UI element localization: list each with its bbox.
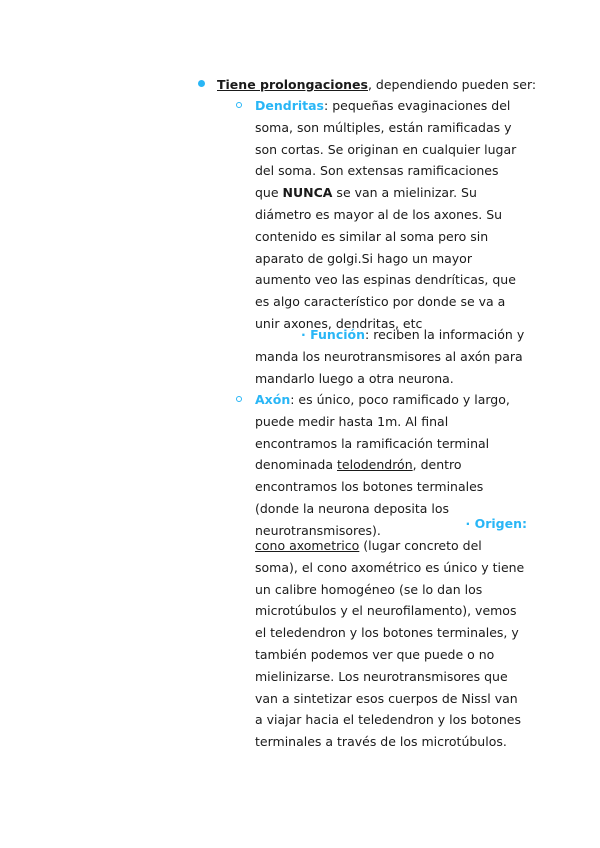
origen-marker: · xyxy=(465,516,475,531)
heading-prolongaciones: Tiene prolongaciones xyxy=(217,77,368,92)
bullet-dot-icon xyxy=(198,80,205,87)
dendritas-text-1: : pequeñas evaginaciones del soma, son múltiples, están ramificadas y son cortas. Se originan en cualquier lugar del soma. Son extensas ramificaciones que xyxy=(255,98,517,201)
hollow-bullet-icon xyxy=(236,102,242,108)
funcion-marker: · xyxy=(301,327,311,342)
subitem-dendritas xyxy=(236,95,526,335)
term-telodendron: telodendrón xyxy=(337,457,413,473)
origen-heading xyxy=(255,513,527,535)
dendritas-text-2: se van a mielinizar. Su diámetro es mayor al de los axones. Su contenido es similar al soma pero sin aparato de golgi.Si hago un mayor aumento veo las espinas dendríticas, que es algo característico por donde se va a unir axones, dendritas, etc xyxy=(255,185,516,331)
axon-text-1: : es único, poco ramificado y largo, puede medir hasta 1m. Al final encontramos la ramificación terminal denominada xyxy=(255,392,510,473)
axon-text-2: , dentro encontramos los botones terminales (donde la neurona deposita los neurotransmisores). xyxy=(255,457,484,538)
term-nunca: NUNCA xyxy=(282,185,333,201)
funcion-text: : reciben la información y manda los neurotransmisores al axón para mandarlo luego a otra neurona. xyxy=(255,327,525,386)
hollow-bullet-icon xyxy=(236,396,242,402)
prolongaciones-rest: , dependiendo pueden ser: xyxy=(367,77,537,92)
term-cono-axometrico: cono axometrico xyxy=(255,538,360,553)
term-origen: Origen xyxy=(474,516,522,531)
bullet-prolongaciones xyxy=(198,74,538,95)
origen-text: (lugar concreto del soma), el cono axométrico es único y tiene un calibre homogéneo (se lo dan los microtúbulos y el neurofilamento), vemos el teledendron y los botones terminales, y también podemos ver que puede o no mielinizarse. Los neurotransmisores que van a sintetizar esos cuerpos de Nissl van a viajar hacia el teledendron y los botones terminales a través de los microtúbulos. xyxy=(255,538,525,750)
term-axon: Axón xyxy=(255,392,291,407)
paragraph-origen xyxy=(255,535,527,753)
term-funcion: Función xyxy=(310,327,366,342)
paragraph-funcion xyxy=(255,324,527,389)
origen-colon: : xyxy=(522,516,527,531)
term-dendritas: Dendritas xyxy=(255,98,325,113)
